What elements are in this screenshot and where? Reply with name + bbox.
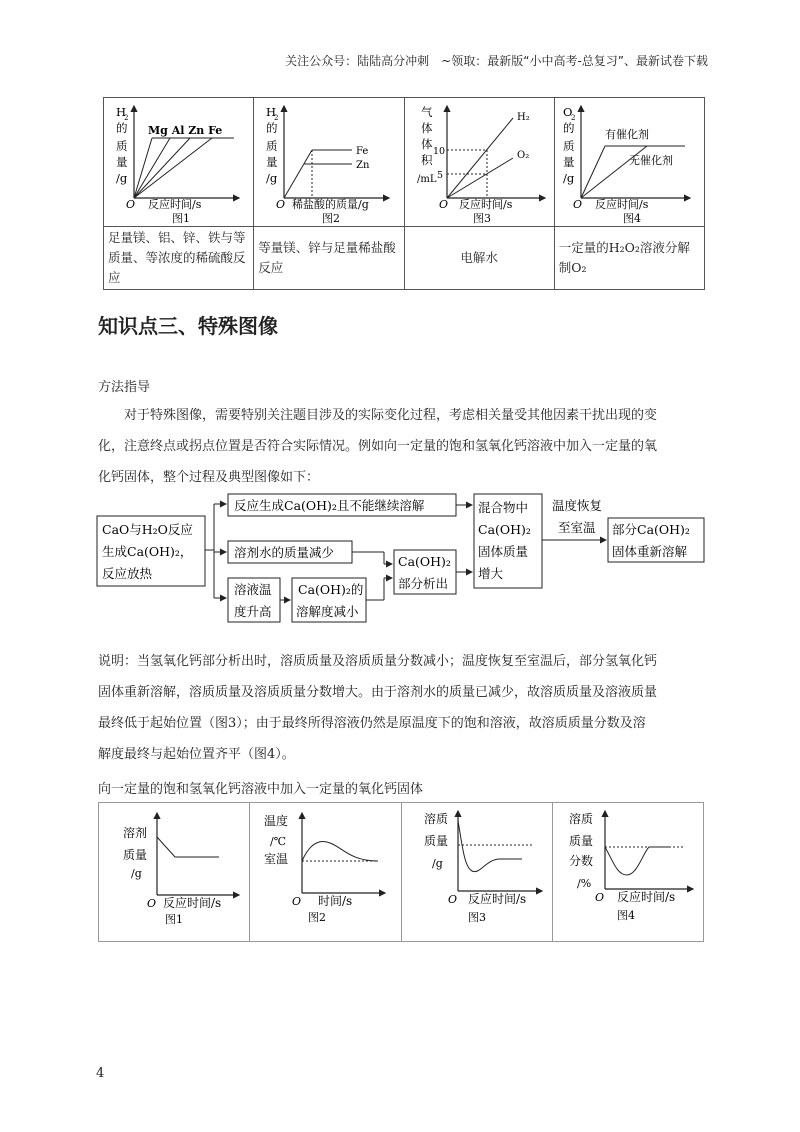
- line-label-fe: Fe: [356, 146, 369, 157]
- svg-text:图4: 图4: [616, 909, 635, 922]
- svg-text:部分析出: 部分析出: [398, 576, 449, 591]
- svg-text:量: 量: [266, 155, 278, 169]
- svg-text:质: 质: [266, 139, 278, 153]
- svg-text:2: 2: [274, 114, 279, 122]
- svg-text:体: 体: [420, 137, 432, 151]
- svg-text:/g: /g: [431, 857, 443, 870]
- svg-text:/g: /g: [562, 171, 574, 185]
- svg-text:图2: 图2: [308, 911, 327, 924]
- table2-title: 向一定量的饱和氢氧化钙溶液中加入一定量的氧化钙固体: [98, 782, 424, 797]
- para-line-1: 对于特殊图像，需要特别关注题目涉及的实际变化过程，考虑相关量受其他因素干扰出现的变: [124, 408, 658, 423]
- svg-text:Ca(OH)₂: Ca(OH)₂: [398, 554, 451, 569]
- graph2-cell-4: [552, 803, 703, 942]
- svg-text:O: O: [447, 893, 457, 906]
- explain-line-3: 最终低于起始位置（图3）；由于最终所得溶液仍然是原温度下的饱和溶液，故溶质质量分数及溶: [98, 716, 646, 731]
- svg-text:/mL: /mL: [416, 174, 436, 185]
- svg-text:质: 质: [116, 139, 128, 153]
- svg-text:积: 积: [420, 153, 432, 167]
- page-number: 4: [96, 1066, 105, 1081]
- svg-text:至室温: 至室温: [558, 520, 596, 535]
- figure-caption: 图4: [622, 212, 641, 225]
- y-axis-label: [266, 105, 278, 185]
- explain-line-1: 说明：当氢氧化钙部分析出时，溶质质量及溶质质量分数减小；温度恢复至室温后，部分氢氧化钙: [98, 654, 658, 669]
- explain-line-2: 固体重新溶解，溶质质量及溶质质量分数增大。由于溶剂水的质量已减少，故溶质质量及溶液质量: [98, 685, 658, 700]
- figure-caption: 图1: [172, 212, 190, 225]
- tick-5: 5: [436, 170, 443, 181]
- header-note: 关注公众号：陆陆高分冲刺 ~领取：最新版“小中高考-总复习”、最新试卷下载: [285, 54, 708, 68]
- svg-text:H: H: [266, 105, 277, 119]
- svg-text:量: 量: [116, 155, 128, 169]
- svg-text:反应时间/s: 反应时间/s: [616, 890, 675, 904]
- svg-text:CaO与H₂O反应: CaO与H₂O反应: [102, 522, 193, 537]
- x-axis-label: 反应时间/s: [458, 198, 512, 211]
- line-label-o2: O₂: [516, 150, 529, 161]
- graph-cell-2: [254, 98, 404, 227]
- flowchart: [96, 488, 706, 626]
- svg-text:质量: 质量: [423, 834, 448, 848]
- para-line-3: 化钙固体，整个过程及典型图像如下：: [98, 470, 320, 485]
- graph2-cell-3: [401, 803, 552, 942]
- svg-text:部分Ca(OH)₂: 部分Ca(OH)₂: [612, 522, 690, 537]
- graph-cell-4: [554, 98, 704, 227]
- graph-cell-3: [404, 98, 554, 227]
- svg-text:固体质量: 固体质量: [478, 544, 529, 559]
- cao-graphs-table: [98, 802, 704, 942]
- graph-catalyst: [555, 98, 705, 226]
- metals-label: Mg Al Zn Fe: [148, 124, 223, 137]
- graph-solute-mass: [402, 803, 552, 937]
- desc-cell-4: 一定量的H₂O₂溶液分解制O₂: [554, 227, 704, 290]
- svg-text:H: H: [116, 105, 127, 119]
- svg-text:温度: 温度: [264, 814, 289, 828]
- svg-text:Ca(OH)₂: Ca(OH)₂: [478, 522, 531, 537]
- svg-text:2: 2: [570, 114, 576, 122]
- line-label-zn: Zn: [356, 160, 370, 171]
- graph2-cell-2: [250, 803, 401, 942]
- metal-reaction-table: [103, 97, 705, 290]
- origin-label: O: [126, 198, 136, 211]
- svg-text:固体重新溶解: 固体重新溶解: [612, 544, 688, 559]
- svg-text:的: 的: [266, 121, 278, 135]
- svg-text:O: O: [594, 891, 604, 904]
- svg-text:反应生成Ca(OH)₂且不能继续溶解: 反应生成Ca(OH)₂且不能继续溶解: [234, 498, 425, 513]
- svg-text:时间/s: 时间/s: [318, 894, 353, 908]
- svg-text:溶剂: 溶剂: [123, 826, 148, 840]
- svg-text:度升高: 度升高: [234, 604, 272, 619]
- svg-text:/g: /g: [131, 867, 142, 880]
- x-axis-label: 稀盐酸的质量/g: [292, 198, 369, 211]
- svg-text:溶剂水的质量减少: 溶剂水的质量减少: [234, 545, 335, 560]
- svg-text:/℃: /℃: [270, 835, 287, 848]
- section-title: 知识点三、特殊图像: [98, 314, 278, 338]
- origin-label: O: [572, 198, 582, 211]
- graph-mg-zn-acid: [254, 98, 404, 226]
- svg-text:分数: 分数: [568, 854, 593, 868]
- svg-text:/g: /g: [116, 171, 128, 185]
- graph-solvent-mass: [99, 803, 249, 937]
- svg-text:反应放热: 反应放热: [102, 566, 153, 581]
- x-axis-label: 反应时间/s: [148, 198, 202, 211]
- svg-text:溶液温: 溶液温: [234, 582, 272, 597]
- figure-caption: 图3: [472, 212, 491, 225]
- graph-solute-fraction: [553, 803, 703, 937]
- svg-text:O: O: [147, 897, 157, 910]
- svg-text:O: O: [562, 105, 573, 119]
- y-axis-label: [417, 105, 437, 185]
- desc-cell-2: 等量镁、锌与足量稀盐酸反应: [254, 227, 404, 290]
- arrow-label: 温度恢复: [552, 498, 603, 513]
- svg-text:溶质: 溶质: [423, 812, 448, 826]
- svg-text:反应时间/s: 反应时间/s: [467, 892, 526, 906]
- desc-cell-1: 足量镁、铝、锌、铁与等质量、等浓度的稀硫酸反应: [104, 227, 254, 290]
- y-axis-label: [563, 105, 575, 185]
- origin-label: O: [276, 198, 286, 211]
- graph2-cell-1: [99, 803, 250, 942]
- svg-text:图1: 图1: [165, 913, 183, 926]
- x-axis-label: 反应时间/s: [594, 198, 649, 211]
- svg-text:溶解度减小: 溶解度减小: [296, 604, 359, 619]
- svg-text:的: 的: [116, 121, 128, 135]
- svg-text:质量: 质量: [123, 848, 148, 862]
- y-axis-label: [116, 105, 128, 185]
- svg-text:室温: 室温: [264, 852, 289, 866]
- line-label-h2: H₂: [516, 112, 530, 123]
- svg-text:/g: /g: [266, 171, 278, 185]
- line-label-catalyst: 有催化剂: [604, 128, 649, 141]
- svg-text:图3: 图3: [467, 911, 486, 924]
- line-label-no-catalyst: 无催化剂: [628, 154, 673, 167]
- figure-caption: 图2: [322, 212, 341, 225]
- svg-text:O: O: [292, 895, 302, 908]
- svg-text:Ca(OH)₂的: Ca(OH)₂的: [298, 582, 364, 597]
- section-subtitle: 方法指导: [98, 380, 151, 395]
- svg-text:增大: 增大: [478, 566, 504, 581]
- svg-text:质量: 质量: [568, 834, 593, 848]
- desc-cell-3: 电解水: [404, 227, 554, 290]
- svg-text:混合物中: 混合物中: [478, 500, 529, 515]
- graph-cell-1: [104, 98, 254, 227]
- graph-electrolysis: [405, 98, 555, 226]
- svg-text:体: 体: [420, 121, 432, 135]
- svg-text:的: 的: [562, 121, 575, 135]
- graph-temperature: [250, 803, 400, 937]
- svg-text:量: 量: [562, 155, 575, 169]
- svg-text:反应时间/s: 反应时间/s: [163, 896, 222, 910]
- svg-text:生成Ca(OH)₂，: 生成Ca(OH)₂，: [102, 544, 193, 559]
- svg-text:质: 质: [562, 139, 575, 153]
- para-line-2: 化，注意终点或拐点位置是否符合实际情况。例如向一定量的饱和氢氧化钙溶液中加入一定量的氧: [98, 439, 658, 454]
- origin-label: O: [438, 198, 448, 211]
- tick-10: 10: [432, 146, 445, 157]
- svg-text:/%: /%: [576, 877, 591, 890]
- svg-text:2: 2: [124, 114, 129, 122]
- graph-metals-acid: [104, 98, 254, 226]
- svg-text:溶质: 溶质: [568, 812, 593, 826]
- svg-text:气: 气: [420, 105, 432, 119]
- explain-line-4: 解度最终与起始位置齐平（图4）。: [98, 747, 295, 762]
